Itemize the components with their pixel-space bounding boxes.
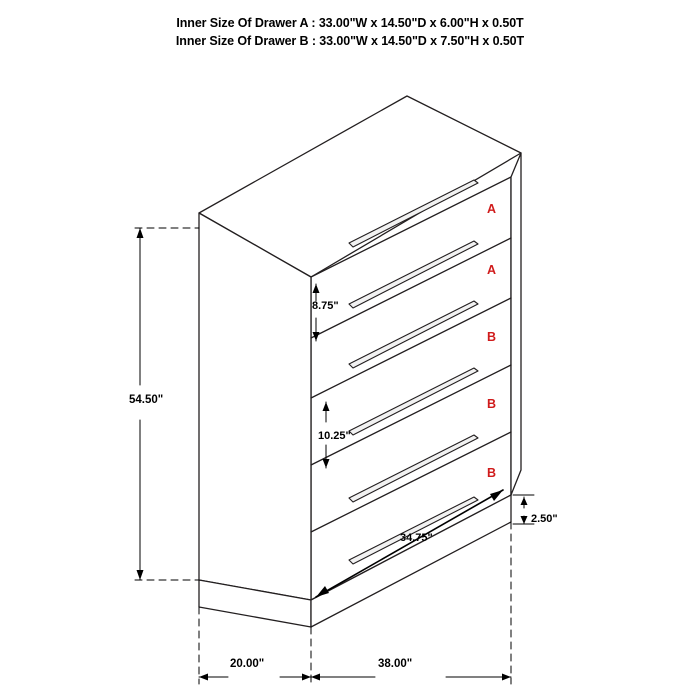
dimension-total-height: 54.50": [129, 394, 164, 406]
drawer-label-b-3: B: [487, 466, 497, 480]
drawer-label-a-2: A: [487, 263, 497, 277]
spec-line-drawer-b: Inner Size Of Drawer B : 33.00"W x 14.50"D x 7.50"H x 0.50T: [175, 34, 525, 48]
spec-line-drawer-a: Inner Size Of Drawer A : 33.00"W x 14.50"D x 6.00"H x 0.50T: [176, 16, 524, 30]
dimension-depth: 20.00": [230, 658, 265, 670]
drawer-label-b-2: B: [487, 397, 497, 411]
dimension-base-height: 2.50": [531, 513, 558, 525]
dimension-drawer-a-height: 8.75": [312, 300, 339, 312]
dimension-drawer-b-height: 10.25": [318, 430, 351, 442]
dimension-drawer-width: 34.75": [400, 532, 433, 544]
dimension-width: 38.00": [378, 658, 413, 670]
cabinet-right-edge: [511, 153, 521, 495]
drawer-label-a-1: A: [487, 202, 497, 216]
cabinet-side-face: [199, 213, 311, 600]
drawer-label-b-1: B: [487, 330, 497, 344]
